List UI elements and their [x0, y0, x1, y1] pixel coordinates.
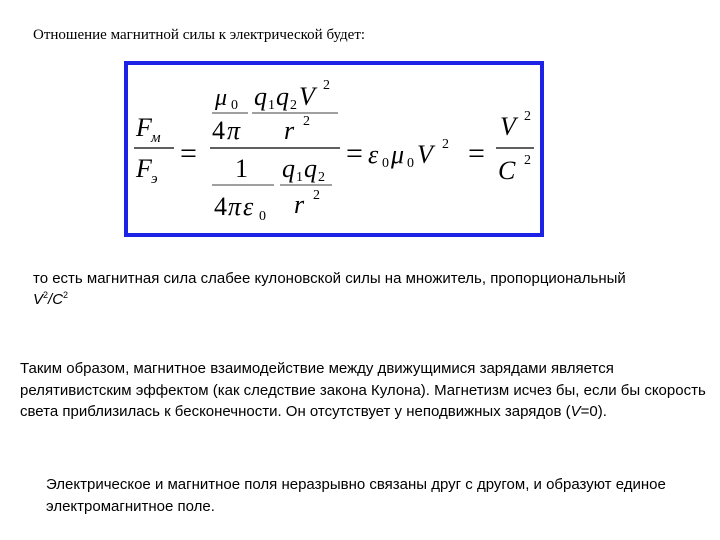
ratio-c: C: [52, 291, 64, 308]
formula-lhs-den-sub: э: [151, 171, 158, 187]
formula-mu-2: μ: [391, 140, 405, 169]
formula-equals-1: =: [180, 137, 197, 170]
paragraph-relativistic-text: Таким образом, магнитное взаимодействие между движущимися зарядами является релятивистским эффектом (как следствие закона Кулона). Магнетизм исчез бы, если бы скорость света приблизилась к бесконечности. Он отсутствует у неподвижных зарядов (: [20, 360, 706, 420]
formula-q-c: q: [282, 154, 295, 183]
paragraph-factor-text: то есть магнитная сила слабее кулоновской силы на множитель, пропорциональный: [33, 270, 626, 287]
formula-eps-1-sub: 0: [259, 209, 266, 224]
formula-v-num-exp: 2: [323, 78, 330, 93]
formula-q-b: q: [276, 82, 289, 111]
formula-q-d-sub: 2: [318, 170, 325, 185]
formula-r-2: r: [294, 190, 305, 219]
formula-r-1-exp: 2: [303, 114, 310, 129]
ratio-v-exp: 2: [43, 290, 49, 300]
formula-mu-sub: 0: [231, 98, 238, 113]
formula-lhs-num-sub: м: [151, 130, 161, 146]
formula-v-num: V: [299, 82, 315, 111]
formula-one: 1: [235, 154, 248, 183]
formula-pi-1: π: [227, 116, 241, 145]
formula-v-right: V: [500, 112, 516, 141]
ratio-slash: /: [48, 291, 53, 308]
formula-eps-1: ε: [243, 192, 254, 221]
ratio-v: V: [33, 291, 44, 308]
paragraph-relativistic-tail: =0).: [580, 403, 607, 420]
formula-r-2-exp: 2: [313, 188, 320, 203]
formula-r-1: r: [284, 116, 295, 145]
formula-equals-3: =: [468, 137, 485, 170]
formula-box: [124, 61, 544, 237]
ratio-c-exp: 2: [63, 290, 69, 300]
formula-four-1: 4: [212, 116, 225, 145]
formula-equals-2: =: [346, 137, 363, 170]
paragraph-factor: [33, 268, 653, 310]
formula-eps-2-sub: 0: [382, 156, 389, 171]
formula-v-right-exp: 2: [524, 109, 531, 124]
formula-q-a: q: [254, 82, 267, 111]
paragraph-relativistic: [20, 358, 710, 423]
formula-q-c-sub: 1: [296, 170, 303, 185]
formula-q-d: q: [304, 154, 317, 183]
formula-eps-2: ε: [368, 140, 379, 169]
formula-lhs-num: F: [136, 113, 152, 142]
formula-mu-2-sub: 0: [407, 156, 414, 171]
formula-lhs-den: F: [136, 154, 152, 183]
formula-mu: μ: [215, 85, 228, 111]
formula-svg: [128, 65, 540, 233]
formula-v-mid-exp: 2: [442, 137, 449, 152]
paragraph-electromagnetic: Электрическое и магнитное поля неразрывно связаны друг с другом, и образуют единое электромагнитное поле.: [46, 476, 666, 515]
formula-v-mid: V: [417, 140, 433, 169]
formula-q-a-sub: 1: [268, 98, 275, 113]
heading: Отношение магнитной силы к электрической будет:: [33, 27, 366, 43]
formula-c-right-exp: 2: [524, 153, 531, 168]
formula-pi-2: π: [228, 192, 242, 221]
paragraph-relativistic-var: V: [570, 403, 581, 420]
formula-four-2: 4: [214, 192, 227, 221]
formula-q-b-sub: 2: [290, 98, 297, 113]
formula-c-right: C: [498, 156, 516, 185]
